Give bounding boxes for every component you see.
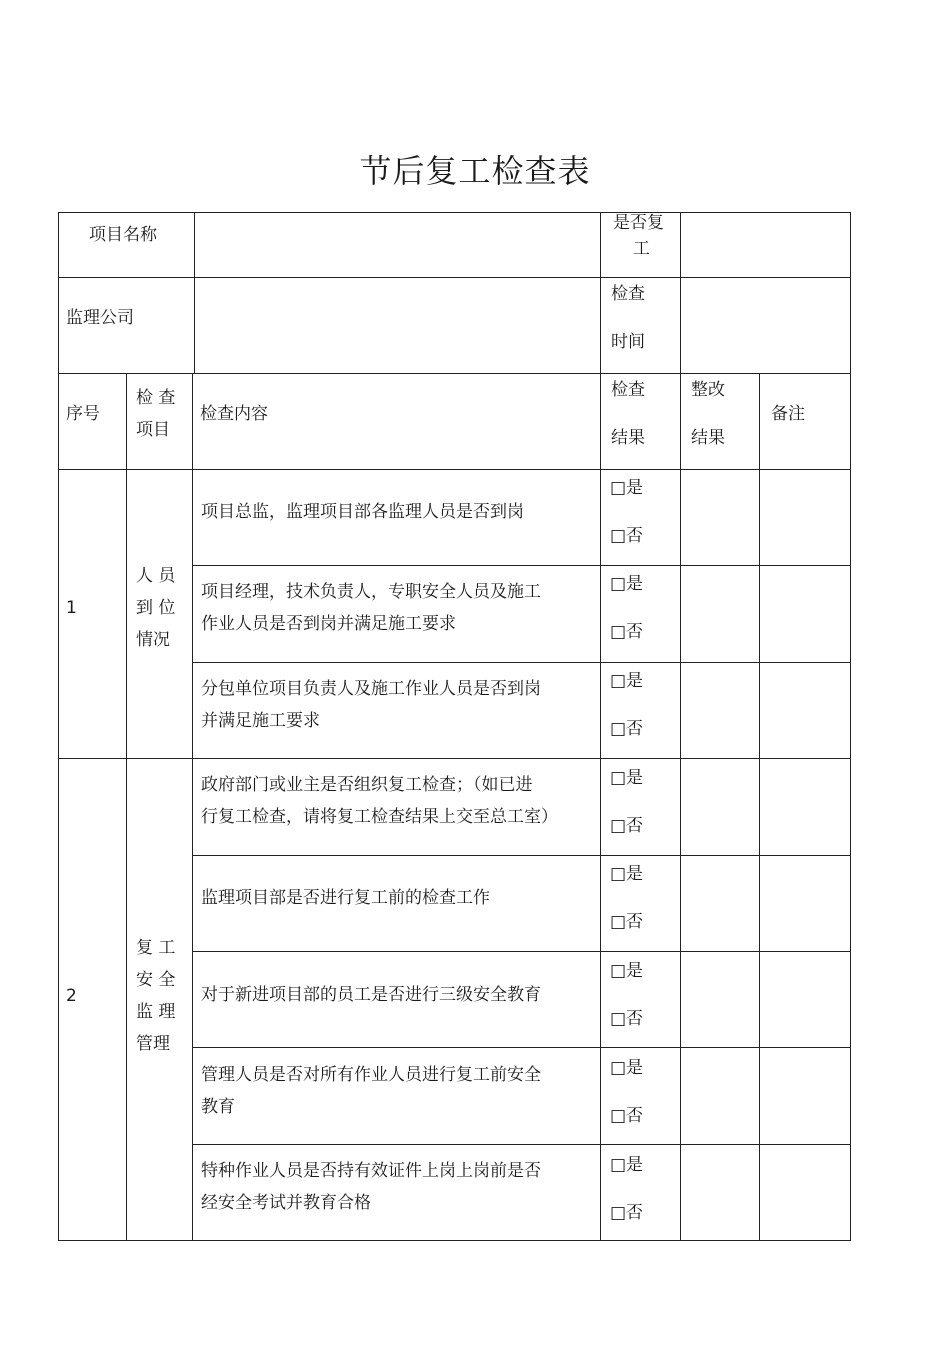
yes-checkbox[interactable]: □是 [610,1058,644,1078]
check-content: 项目经理，技术负责人，专职安全人员及施工 [201,582,541,602]
group-item-line: 复 工 [136,938,176,958]
check-content: 监理项目部是否进行复工前的检查工作 [201,888,490,908]
group-seq: 1 [66,598,77,618]
supervisor-label: 监理公司 [66,308,134,328]
no-checkbox[interactable]: □否 [610,1106,644,1126]
group-item-line: 管理 [136,1034,170,1054]
check-content: 政府部门或业主是否组织复工检查；（如已进 [201,775,533,795]
supervisor-company-field[interactable] [196,279,598,372]
project-name-field[interactable] [196,214,598,276]
no-checkbox[interactable]: □否 [610,719,644,739]
no-checkbox[interactable]: □否 [610,1203,644,1223]
check-content: 行复工检查，请将复工检查结果上交至总工室） [201,807,558,827]
page-title: 节后复工检查表 [359,152,591,190]
yes-checkbox[interactable]: □是 [610,671,644,691]
resume-label-line1: 是否复 [613,213,664,233]
check-content: 教育 [201,1097,235,1117]
col-result-line2: 结果 [611,428,645,448]
col-result-line1: 检查 [611,380,645,400]
yes-checkbox[interactable]: □是 [610,478,644,498]
col-fix-line2: 结果 [691,428,725,448]
yes-checkbox[interactable]: □是 [610,864,644,884]
check-content: 经安全考试并教育合格 [201,1193,371,1213]
group-item-line: 监 理 [136,1002,176,1022]
resume-label-line2: 工 [633,239,650,259]
group-item-line: 情况 [136,630,170,650]
no-checkbox[interactable]: □否 [610,622,644,642]
check-content: 管理人员是否对所有作业人员进行复工前安全 [201,1065,541,1085]
check-content: 对于新进项目部的员工是否进行三级安全教育 [201,985,541,1005]
col-seq: 序号 [66,404,100,424]
col-remark: 备注 [771,404,805,424]
col-content: 检查内容 [200,404,268,424]
col-item-line2: 项目 [136,420,170,440]
yes-checkbox[interactable]: □是 [610,768,644,788]
yes-checkbox[interactable]: □是 [610,574,644,594]
yes-checkbox[interactable]: □是 [610,961,644,981]
check-content: 特种作业人员是否持有效证件上岗上岗前是否 [201,1161,541,1181]
col-fix-line1: 整改 [691,380,725,400]
no-checkbox[interactable]: □否 [610,912,644,932]
group-item-line: 人 员 [136,566,176,586]
check-content: 项目总监，监理项目部各监理人员是否到岗 [201,502,524,522]
no-checkbox[interactable]: □否 [610,1009,644,1029]
col-item-line1: 检 查 [136,388,176,408]
group-item-line: 到 位 [136,598,176,618]
no-checkbox[interactable]: □否 [610,816,644,836]
project-name-label: 项目名称 [89,225,157,245]
yes-checkbox[interactable]: □是 [610,1155,644,1175]
check-time-field[interactable] [682,279,848,372]
check-time-line1: 检查 [611,284,645,304]
check-time-line2: 时间 [611,332,645,352]
no-checkbox[interactable]: □否 [610,526,644,546]
group-seq: 2 [66,986,77,1006]
group-item-line: 安 全 [136,970,176,990]
check-content: 并满足施工要求 [201,711,320,731]
resume-status-field[interactable] [682,214,848,276]
check-content: 分包单位项目负责人及施工作业人员是否到岗 [201,679,541,699]
check-content: 作业人员是否到岗并满足施工要求 [201,614,456,634]
